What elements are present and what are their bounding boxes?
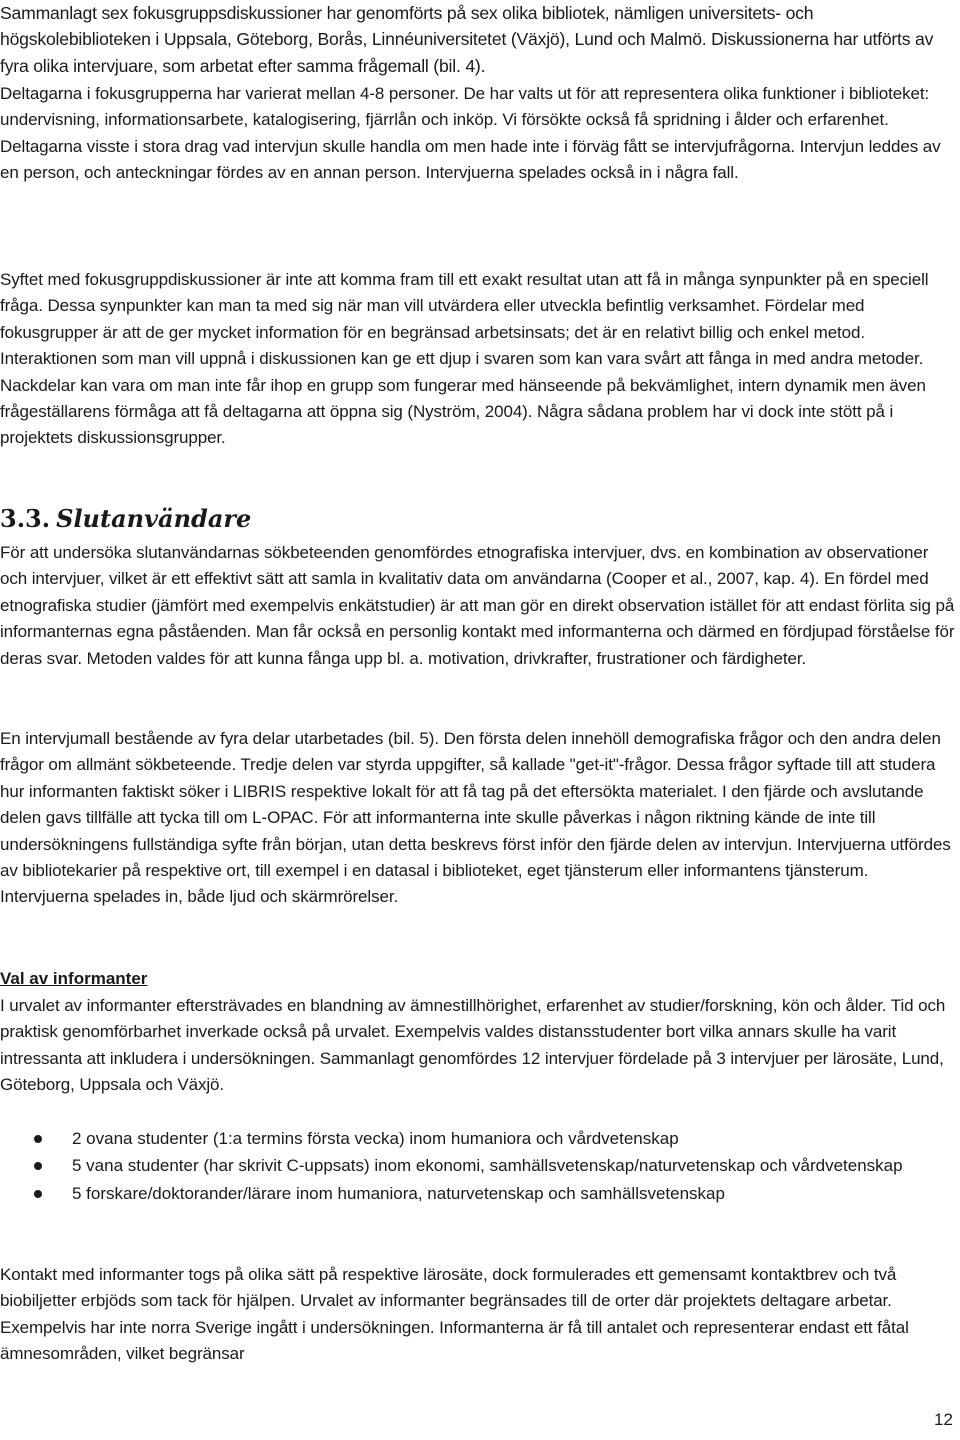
list-item: [0, 1181, 958, 1207]
page-number: 12: [934, 1410, 953, 1429]
list-item-text: 5 vana studenter (har skrivit C-uppsats) inom ekonomi, samhällsvetenskap/naturvetenskap och vårdvetenskap: [72, 1156, 903, 1176]
selection-paragraph: I urvalet av informanter eftersträvades en blandning av ämnestillhörighet, erfarenhet av studier/forskning, kön och ålder. Tid och praktisk genomförbarhet inverkade också på urvalet. Exempelvis valdes distansstudenter bort vilka annars skulle ha varit intressanta att inkludera i undersökningen. Sammanlagt genomfördes 12 intervjuer fördelade på 3 intervjuer per lärosäte, Lund, Göteborg, Uppsala och Växjö.: [0, 996, 946, 1095]
list-item-text: 2 ovana studenter (1:a termins första vecka) inom humaniora och vårdvetenskap: [72, 1129, 679, 1148]
section-title: Slutanvändare: [56, 504, 252, 533]
intro-paragraph: Sammanlagt sex fokusgruppsdiskussioner har genomförts på sex olika bibliotek, nämligen universitets- och högskolebiblioteken i Uppsala, Göteborg, Borås, Linnéuniversitetet (Växjö), Lund och Malmö. Diskussionerna har utförts av fyra olika intervjuare, som arbetat efter samma frågemall (bil. 4).: [0, 3, 934, 76]
bullet-icon: [34, 1162, 42, 1170]
contact-paragraph: Kontakt med informanter togs på olika sätt på respektive lärosäte, dock formulerades ett gemensamt kontaktbrev och två biobiljetter erbjöds som tack för hjälpen. Urvalet av informanter begränsades till de orter där projektets deltagare arbetar. Exempelvis har inte norra Sverige ingått i undersökningen. Informanterna är få till antalet och representerar endast ett fåtal ämnesområden, vilket begränsar: [0, 1265, 909, 1364]
informant-list: [0, 1126, 958, 1208]
list-item: [0, 1153, 958, 1179]
list-item: [0, 1126, 958, 1152]
list-item-text: 5 forskare/doktorander/lärare inom humaniora, naturvetenskap och samhällsvetenskap: [72, 1183, 725, 1203]
participants-paragraph: Deltagarna i fokusgrupperna har varierat mellan 4-8 personer. De har valts ut för att representera olika funktioner i biblioteket: undervisning, informationsarbete, katalogisering, fjärrlån och inköp. Vi försökte också få spridning i ålder och erfarenhet. Deltagarna visste i stora drag vad intervjun skulle handla om men hade inte i förväg fått se intervjufrågorna. Intervjun leddes av en person, och anteckningar fördes av en annan person. Intervjuerna spelades också in i några fall.: [0, 84, 941, 183]
bullet-icon: [34, 1190, 42, 1198]
bullet-icon: [34, 1135, 42, 1143]
endusers-paragraph: För att undersöka slutanvändarnas sökbeteenden genomfördes etnografiska intervjuer, dvs. en kombination av observationer och intervjuer, vilket är ett effektivt sätt att samla in kvalitativ data om användarna (Cooper et al., 2007, kap. 4). En fördel med etnografiska studier (jämfört med exempelvis enkätstudier) är att man gör en direkt observation istället för att endast förlita sig på informanternas egna påståenden. Man får också en personlig kontakt med informanterna och därmed en fördjupad förståelse för deras svar. Metoden valdes för att kunna fånga upp bl. a. motivation, drivkrafter, frustrationer och färdigheter.: [0, 543, 955, 668]
selection-heading: Val av informanter: [0, 969, 148, 988]
section-heading: [0, 504, 251, 534]
purpose-paragraph: Syftet med fokusgruppdiskussioner är inte att komma fram till ett exakt resultat utan att få in många synpunkter på en speciell fråga. Dessa synpunkter kan man ta med sig när man vill utvärdera eller utveckla befintlig verksamhet. Fördelar med fokusgrupper är att de ger mycket information för en begränsad arbetsinsats; det är en relativt billig och enkel metod. Interaktionen som man vill uppnå i diskussionen kan ge ett djup i svaren som kan vara svårt att fånga in med andra metoder. Nackdelar kan vara om man inte får ihop en grupp som fungerar med hänseende på bekvämlighet, intern dynamik men även frågeställarens förmåga att få deltagarna att öppna sig (Nyström, 2004). Några sådana problem har vi dock inte stött på i projektets diskussionsgrupper.: [0, 270, 929, 448]
interview-paragraph: En intervjumall bestående av fyra delar utarbetades (bil. 5). Den första delen innehöll demografiska frågor och den andra delen frågor om allmänt sökbeteende. Tredje delen var styrda uppgifter, så kallade "get-it"-frågor. Dessa frågor syftade till att studera hur informanten faktiskt söker i LIBRIS respektive lokalt för att få tag på det eftersökta materialet. I den fjärde och avslutande delen gavs tillfälle att tycka till om L-OPAC. För att informanterna inte skulle påverkas i någon riktning kände de inte till undersökningens fullständiga syfte från början, utan detta beskrevs först inför den fjärde delen av intervjun. Intervjuerna utfördes av bibliotekarier på respektive ort, till exempel i en datasal i biblioteket, eget tjänsterum eller informantens tjänsterum. Intervjuerna spelades in, både ljud och skärmrörelser.: [0, 729, 951, 907]
section-number: 3.3.: [0, 504, 51, 533]
